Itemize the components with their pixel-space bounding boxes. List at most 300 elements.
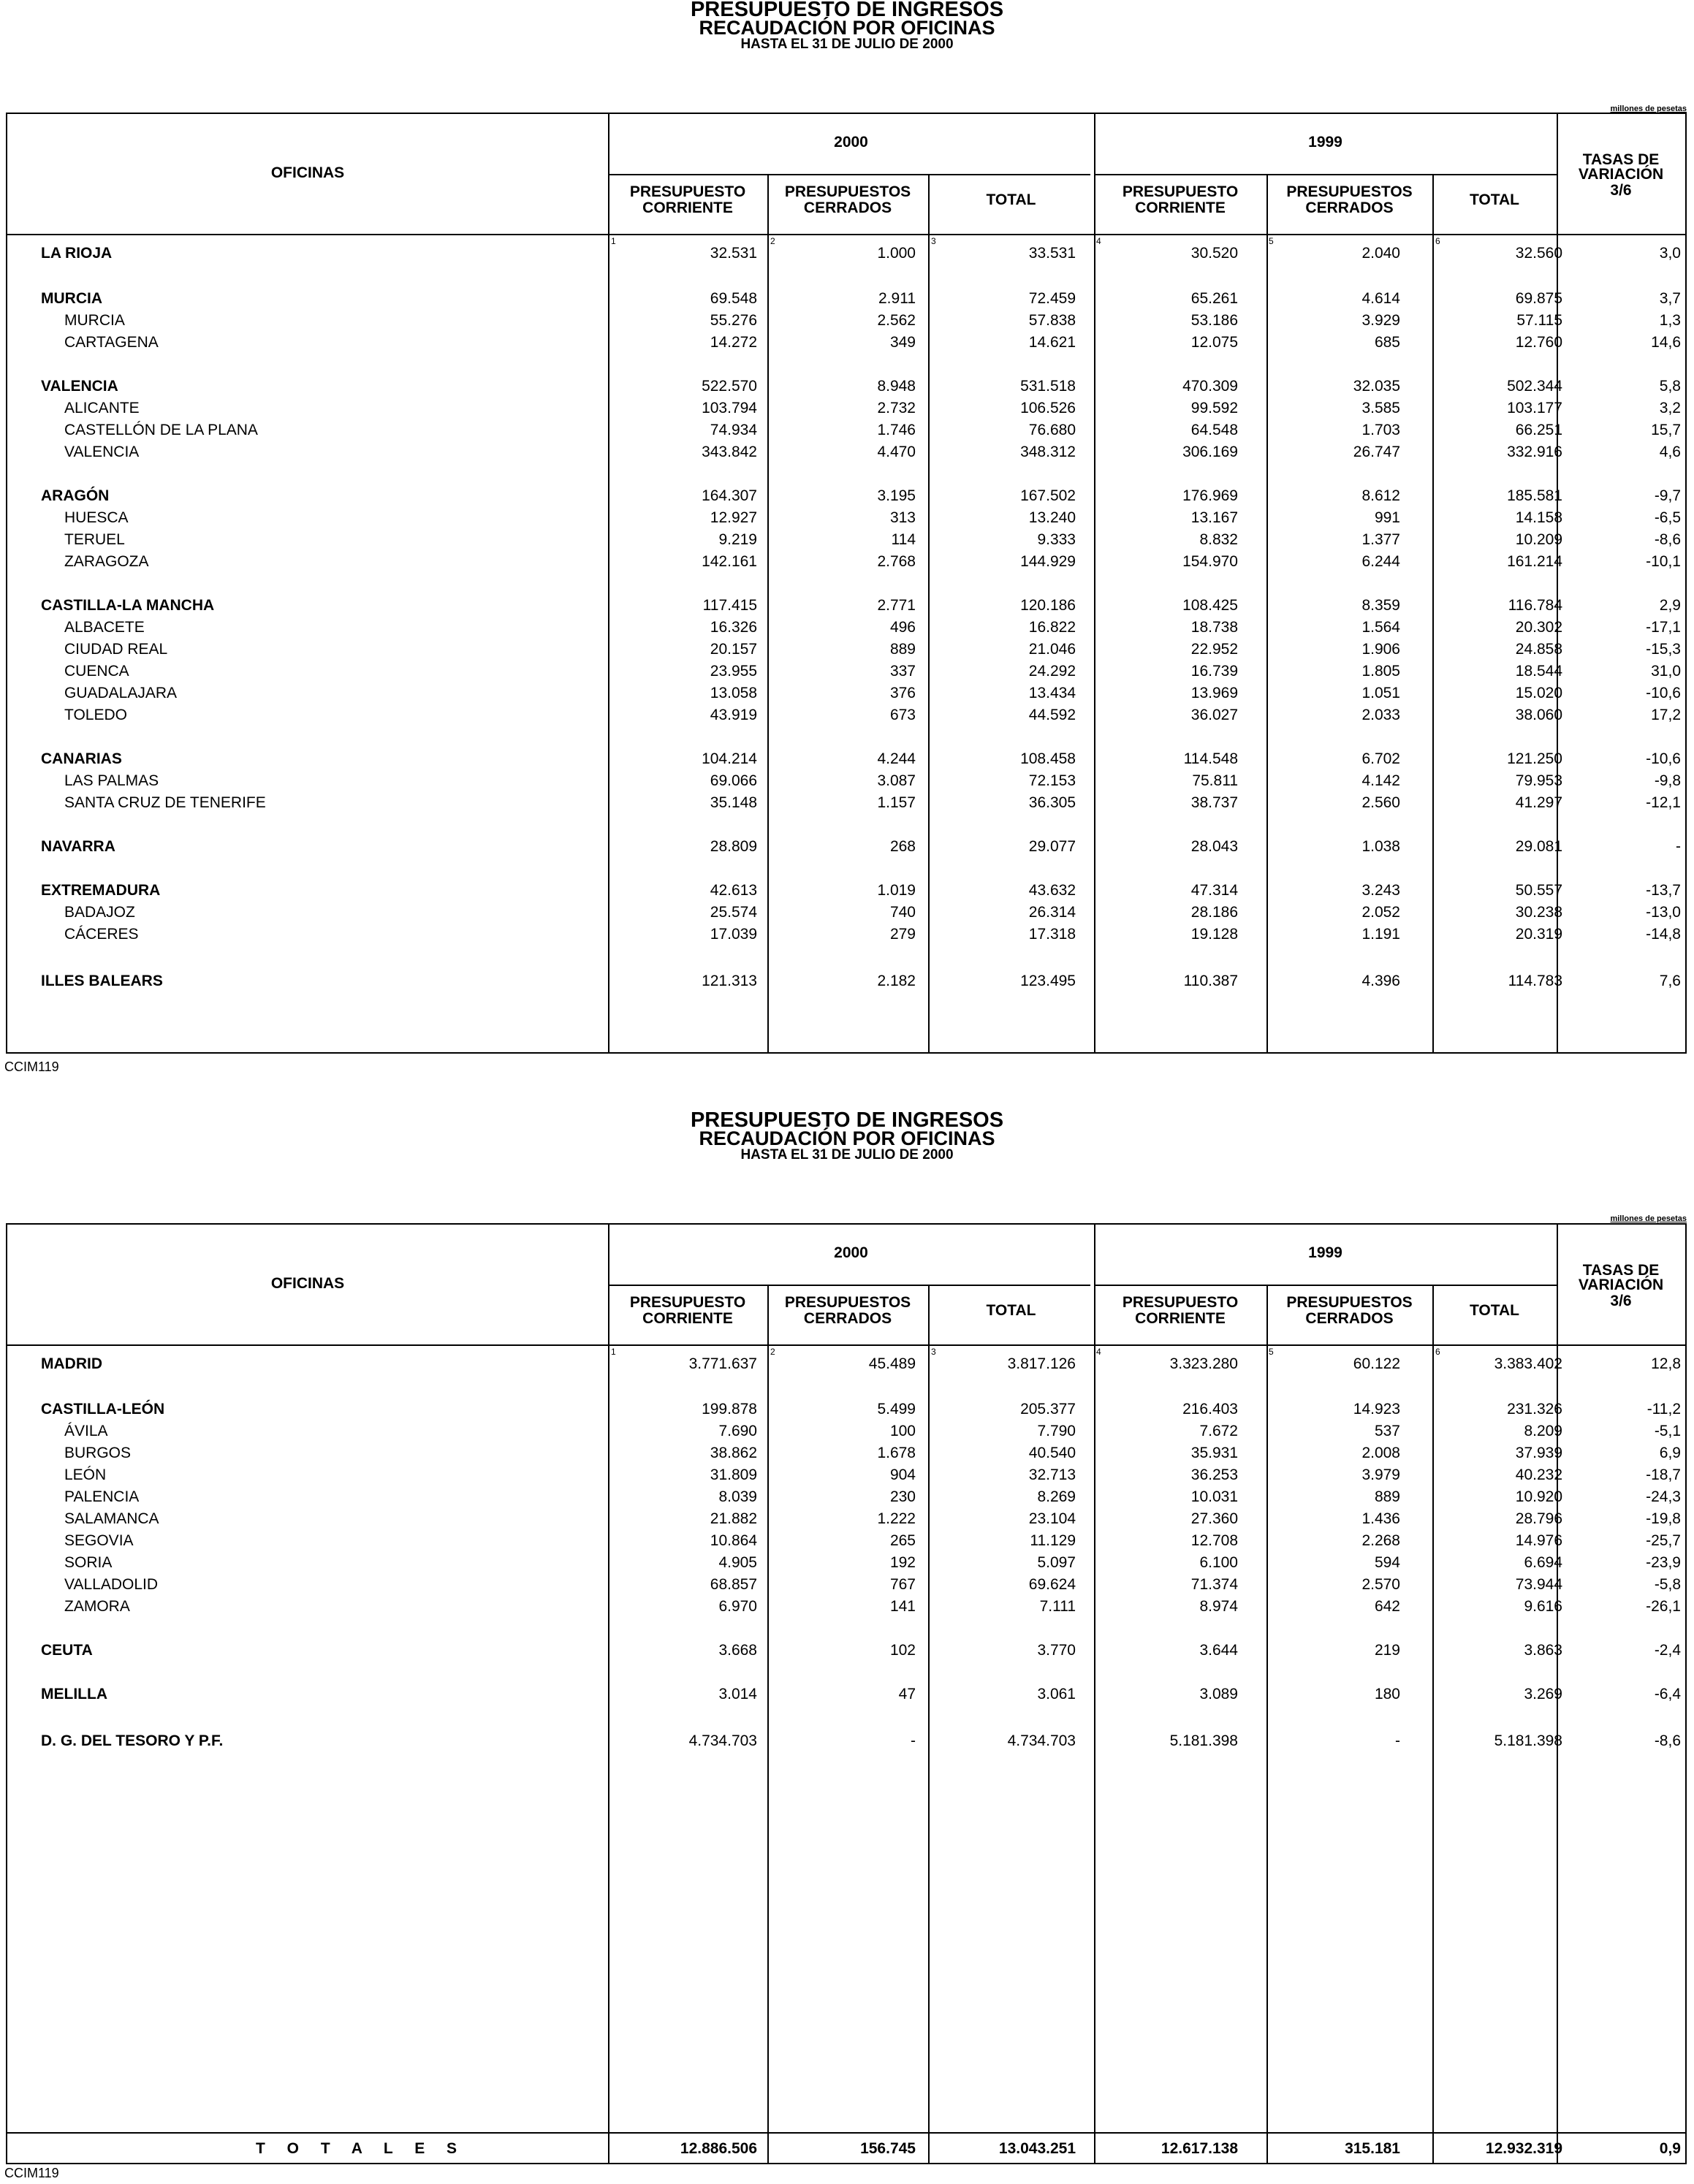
cell-value: 5.097 <box>1037 1554 1076 1571</box>
column-index: 6 <box>1435 1347 1440 1357</box>
cell-value: 889 <box>889 641 916 658</box>
cell-value: 43.632 <box>1028 882 1076 899</box>
year-group-divider <box>608 174 1090 175</box>
cell-value: 3.863 <box>1524 1642 1562 1659</box>
row-label: SALAMANCA <box>64 1510 159 1527</box>
cell-value: 14.621 <box>1028 334 1076 351</box>
cell-value: 2.771 <box>877 597 916 614</box>
row-label: SANTA CRUZ DE TENERIFE <box>64 794 266 811</box>
cell-value: 1.377 <box>1361 531 1400 548</box>
cell-value: 3.929 <box>1361 312 1400 329</box>
cell-value: 42.613 <box>710 882 757 899</box>
cell-value: 1.564 <box>1361 619 1400 636</box>
header-presupuestos-cerrados: PRESUPUESTOS <box>784 183 911 200</box>
cell-value: 3.817.126 <box>1007 1355 1076 1372</box>
cell-value: 3.195 <box>877 487 916 504</box>
cell-value: 38.060 <box>1515 707 1562 723</box>
cell-value: 685 <box>1374 334 1400 351</box>
cell-value: 230 <box>889 1488 916 1505</box>
cell-value: 2.033 <box>1361 707 1400 723</box>
cell-value: -13,7 <box>1646 882 1681 899</box>
units-note: millones de pesetas <box>1610 104 1687 113</box>
table-row <box>7 595 1685 617</box>
cell-value: 8.612 <box>1361 487 1400 504</box>
cell-value: 332.916 <box>1507 444 1562 460</box>
table-row <box>7 902 1685 924</box>
cell-value: 889 <box>1374 1488 1400 1505</box>
table-row <box>7 836 1685 858</box>
row-label: CÁCERES <box>64 926 139 943</box>
cell-value: 3.014 <box>718 1686 757 1702</box>
row-label: BURGOS <box>64 1445 132 1461</box>
header-tasas: TASAS DE <box>1582 151 1660 168</box>
cell-value: 3.323.280 <box>1169 1355 1238 1372</box>
header-tasas: VARIACIÓN <box>1578 166 1664 183</box>
cell-value: 522.570 <box>702 378 757 395</box>
cell-value: 164.307 <box>702 487 757 504</box>
cell-value: 2.768 <box>877 553 916 570</box>
header-presupuesto-corriente: PRESUPUESTO <box>1122 1294 1239 1311</box>
footer-code: CCIM119 <box>4 2166 59 2180</box>
cell-value: 16.739 <box>1190 663 1238 680</box>
cell-value: -5,1 <box>1654 1423 1681 1439</box>
cell-value: 1.906 <box>1361 641 1400 658</box>
header-divider <box>7 234 1685 235</box>
cell-value: 2.052 <box>1361 904 1400 921</box>
page-title: PRESUPUESTO DE INGRESOS <box>690 1108 1004 1132</box>
cell-value: 4.734.703 <box>688 1732 757 1749</box>
cell-value: 313 <box>889 509 916 526</box>
cell-value: 79.953 <box>1515 772 1562 789</box>
cell-value: 2.040 <box>1361 245 1400 262</box>
cell-value: 740 <box>889 904 916 921</box>
header-total: TOTAL <box>1469 1302 1520 1319</box>
cell-value: 4.470 <box>877 444 916 460</box>
cell-value: 114.783 <box>1508 973 1562 989</box>
column-index: 5 <box>1269 1347 1274 1357</box>
header-presupuestos-cerrados: CERRADOS <box>1305 1310 1394 1327</box>
year-group-divider <box>1094 174 1558 175</box>
cell-value: 10.209 <box>1515 531 1562 548</box>
cell-value: 36.305 <box>1028 794 1076 811</box>
row-label: CASTILLA-LEÓN <box>41 1401 165 1418</box>
row-label: ALICANTE <box>64 400 140 416</box>
cell-value: 103.794 <box>702 400 757 416</box>
table-row <box>7 770 1685 792</box>
cell-value: 144.929 <box>1020 553 1076 570</box>
row-label: ARAGÓN <box>41 487 110 504</box>
cell-value: 8.948 <box>877 378 916 395</box>
cell-value: 5.181.398 <box>1494 1732 1562 1749</box>
row-label: TOLEDO <box>64 707 127 723</box>
cell-value: 673 <box>889 707 916 723</box>
data-table <box>6 113 1687 1054</box>
cell-value: 496 <box>889 619 916 636</box>
cell-value: 32.713 <box>1028 1466 1076 1483</box>
cell-value: 13.043.251 <box>998 2140 1076 2157</box>
header-presupuestos-cerrados: PRESUPUESTOS <box>1286 183 1413 200</box>
row-label: CIUDAD REAL <box>64 641 168 658</box>
cell-value: 40.232 <box>1515 1466 1562 1483</box>
cell-value: 3.585 <box>1361 400 1400 416</box>
cell-value: 11.129 <box>1030 1532 1076 1549</box>
cell-value: 3.089 <box>1199 1686 1238 1702</box>
cell-value: -24,3 <box>1646 1488 1681 1505</box>
cell-value: 3,2 <box>1659 400 1681 416</box>
cell-value: 1.038 <box>1361 838 1400 855</box>
row-label: ZARAGOZA <box>64 553 149 570</box>
cell-value: 38.862 <box>710 1445 757 1461</box>
cell-value: 21.046 <box>1028 641 1076 658</box>
cell-value: 376 <box>889 685 916 701</box>
cell-value: 35.148 <box>710 794 757 811</box>
cell-value: 6.970 <box>718 1598 757 1615</box>
table-row <box>7 551 1685 573</box>
header-tasas: TASAS DE <box>1582 1262 1660 1279</box>
cell-value: 110.387 <box>1183 973 1238 989</box>
cell-value: 12.708 <box>1190 1532 1238 1549</box>
cell-value: 25.574 <box>710 904 757 921</box>
cell-value: 30.520 <box>1190 245 1238 262</box>
table-row <box>7 1730 1685 1752</box>
cell-value: 74.934 <box>710 422 757 438</box>
header-presupuestos-cerrados: CERRADOS <box>803 1310 892 1327</box>
cell-value: 991 <box>1374 509 1400 526</box>
totals-divider <box>7 2132 1685 2134</box>
cell-value: 219 <box>1374 1642 1400 1659</box>
cell-value: 73.944 <box>1515 1576 1562 1593</box>
cell-value: 1.746 <box>877 422 916 438</box>
cell-value: 120.186 <box>1020 597 1076 614</box>
cell-value: 19.128 <box>1190 926 1238 943</box>
cell-value: 50.557 <box>1515 882 1562 899</box>
header-year-2000: 2000 <box>834 134 868 151</box>
table-row <box>7 507 1685 529</box>
cell-value: 69.548 <box>710 290 757 307</box>
cell-value: 13.434 <box>1028 685 1076 701</box>
cell-value: 9.616 <box>1524 1598 1562 1615</box>
cell-value: 8.832 <box>1199 531 1238 548</box>
cell-value: 121.313 <box>702 973 757 989</box>
cell-value: 44.592 <box>1028 707 1076 723</box>
cell-value: -6,4 <box>1654 1686 1681 1702</box>
footer-code: CCIM119 <box>4 1059 59 1074</box>
table-row <box>7 310 1685 332</box>
cell-value: 17.318 <box>1028 926 1076 943</box>
table-row <box>7 1552 1685 1574</box>
cell-value: 24.858 <box>1515 641 1562 658</box>
cell-value: -10,1 <box>1646 553 1681 570</box>
cell-value: 5.499 <box>877 1401 916 1418</box>
header-presupuesto-corriente: CORRIENTE <box>1135 1310 1226 1327</box>
cell-value: 69.624 <box>1028 1576 1076 1593</box>
cell-value: 14.272 <box>710 334 757 351</box>
header-oficinas: OFICINAS <box>270 1275 345 1292</box>
cell-value: 7.111 <box>1039 1598 1076 1615</box>
cell-value: 167.502 <box>1020 487 1076 504</box>
cell-value: 108.425 <box>1182 597 1238 614</box>
table-row <box>7 1420 1685 1442</box>
cell-value: 20.157 <box>710 641 757 658</box>
cell-value: 199.878 <box>702 1401 757 1418</box>
header-presupuestos-cerrados: PRESUPUESTOS <box>1286 1294 1413 1311</box>
cell-value: 36.027 <box>1190 707 1238 723</box>
row-label: VALLADOLID <box>64 1576 158 1593</box>
cell-value: 1.678 <box>877 1445 916 1461</box>
title-block <box>0 1108 1694 1163</box>
row-label: MURCIA <box>41 290 102 307</box>
table-row <box>7 639 1685 661</box>
table-row <box>7 1464 1685 1486</box>
cell-value: 60.122 <box>1353 1355 1400 1372</box>
cell-value: 14.158 <box>1515 509 1562 526</box>
totals-row <box>7 2138 1685 2160</box>
cell-value: 123.495 <box>1020 973 1076 989</box>
cell-value: 43.919 <box>710 707 757 723</box>
cell-value: 1.805 <box>1361 663 1400 680</box>
row-label: BADAJOZ <box>64 904 135 921</box>
cell-value: 8.269 <box>1037 1488 1076 1505</box>
cell-value: 12.932.319 <box>1485 2140 1562 2157</box>
row-label: ÁVILA <box>64 1423 108 1439</box>
cell-value: -12,1 <box>1646 794 1681 811</box>
cell-value: 904 <box>889 1466 916 1483</box>
table-row <box>7 1486 1685 1508</box>
table-row <box>7 704 1685 726</box>
cell-value: 348.312 <box>1020 444 1076 460</box>
cell-value: 31.809 <box>710 1466 757 1483</box>
cell-value: 20.319 <box>1515 926 1562 943</box>
row-label: LEÓN <box>64 1466 107 1483</box>
cell-value: 10.920 <box>1515 1488 1562 1505</box>
cell-value: 0,9 <box>1659 2140 1681 2157</box>
cell-value: 1.000 <box>877 245 916 262</box>
cell-value: 3.087 <box>877 772 916 789</box>
cell-value: -18,7 <box>1646 1466 1681 1483</box>
cell-value: 12.760 <box>1515 334 1562 351</box>
cell-value: 2.562 <box>877 312 916 329</box>
cell-value: 343.842 <box>702 444 757 460</box>
cell-value: 8.039 <box>718 1488 757 1505</box>
cell-value: 2.732 <box>877 400 916 416</box>
cell-value: 18.544 <box>1515 663 1562 680</box>
year-group-divider <box>608 1285 1090 1286</box>
cell-value: -5,8 <box>1654 1576 1681 1593</box>
page-2 <box>0 1089 1694 2184</box>
cell-value: 470.309 <box>1182 378 1238 395</box>
cell-value: 12.886.506 <box>680 2140 757 2157</box>
cell-value: 642 <box>1374 1598 1400 1615</box>
cell-value: 13.240 <box>1028 509 1076 526</box>
cell-value: 12,8 <box>1651 1355 1681 1372</box>
cell-value: - <box>1676 838 1681 855</box>
cell-value: -14,8 <box>1646 926 1681 943</box>
table-row <box>7 1640 1685 1662</box>
cell-value: 6.100 <box>1199 1554 1238 1571</box>
header-presupuesto-corriente: CORRIENTE <box>1135 199 1226 216</box>
row-label: ILLES BALEARS <box>41 973 163 989</box>
cell-value: 1.019 <box>877 882 916 899</box>
cell-value: 66.251 <box>1515 422 1562 438</box>
row-label: VALENCIA <box>64 444 140 460</box>
row-label: VALENCIA <box>41 378 118 395</box>
row-label: ALBACETE <box>64 619 145 636</box>
cell-value: 26.314 <box>1028 904 1076 921</box>
cell-value: 36.253 <box>1190 1466 1238 1483</box>
cell-value: - <box>1395 1732 1400 1749</box>
cell-value: -13,0 <box>1646 904 1681 921</box>
table-row <box>7 880 1685 902</box>
cell-value: 38.737 <box>1190 794 1238 811</box>
cell-value: 23.955 <box>710 663 757 680</box>
header-tasas: VARIACIÓN <box>1578 1276 1664 1293</box>
cell-value: 9.333 <box>1037 531 1076 548</box>
cell-value: -8,6 <box>1654 531 1681 548</box>
cell-value: 41.297 <box>1515 794 1562 811</box>
cell-value: 306.169 <box>1182 444 1238 460</box>
cell-value: 14.976 <box>1515 1532 1562 1549</box>
cell-value: 121.250 <box>1507 750 1562 767</box>
table-row <box>7 1399 1685 1420</box>
cell-value: 4.142 <box>1361 772 1400 789</box>
cell-value: 7,6 <box>1659 973 1681 989</box>
header-year-2000: 2000 <box>834 1244 868 1261</box>
cell-value: 31,0 <box>1651 663 1681 680</box>
cell-value: 537 <box>1374 1423 1400 1439</box>
cell-value: 231.326 <box>1507 1401 1562 1418</box>
cell-value: 13.058 <box>710 685 757 701</box>
cell-value: 45.489 <box>868 1355 916 1372</box>
cell-value: -6,5 <box>1654 509 1681 526</box>
cell-value: -9,7 <box>1654 487 1681 504</box>
cell-value: 23.104 <box>1028 1510 1076 1527</box>
cell-value: 3.061 <box>1037 1686 1076 1702</box>
cell-value: 2.911 <box>878 290 916 307</box>
cell-value: 141 <box>889 1598 916 1615</box>
cell-value: 29.081 <box>1515 838 1562 855</box>
table-row <box>7 529 1685 551</box>
page-date: HASTA EL 31 DE JULIO DE 2000 <box>740 37 954 52</box>
table-row <box>7 441 1685 463</box>
cell-value: 349 <box>889 334 916 351</box>
cell-value: 14,6 <box>1651 334 1681 351</box>
cell-value: 20.302 <box>1515 619 1562 636</box>
cell-value: 64.548 <box>1190 422 1238 438</box>
row-label: CASTELLÓN DE LA PLANA <box>64 422 258 438</box>
column-index: 4 <box>1096 1347 1101 1357</box>
header-tasas: 3/6 <box>1610 182 1632 199</box>
cell-value: 117.415 <box>702 597 757 614</box>
cell-value: 12.617.138 <box>1161 2140 1238 2157</box>
cell-value: 1.191 <box>1361 926 1400 943</box>
cell-value: 35.931 <box>1190 1445 1238 1461</box>
row-label: TERUEL <box>64 531 125 548</box>
cell-value: 75.811 <box>1192 772 1238 789</box>
cell-value: 100 <box>889 1423 916 1439</box>
cell-value: 13.167 <box>1190 509 1238 526</box>
row-label: SEGOVIA <box>64 1532 134 1549</box>
cell-value: 3.771.637 <box>688 1355 757 1372</box>
cell-value: 29.077 <box>1028 838 1076 855</box>
cell-value: -2,4 <box>1654 1642 1681 1659</box>
cell-value: 18.738 <box>1190 619 1238 636</box>
cell-value: 13.969 <box>1190 685 1238 701</box>
cell-value: 47.314 <box>1190 882 1238 899</box>
cell-value: 40.540 <box>1028 1445 1076 1461</box>
cell-value: 180 <box>1374 1686 1400 1702</box>
cell-value: 28.796 <box>1515 1510 1562 1527</box>
column-index: 2 <box>770 1347 775 1357</box>
cell-value: 268 <box>889 838 916 855</box>
table-row <box>7 1596 1685 1618</box>
cell-value: 76.680 <box>1028 422 1076 438</box>
cell-value: 216.403 <box>1182 1401 1238 1418</box>
row-label: CARTAGENA <box>64 334 159 351</box>
cell-value: 3,0 <box>1659 245 1681 262</box>
cell-value: 12.075 <box>1190 334 1238 351</box>
data-table <box>6 1223 1687 2164</box>
column-index: 2 <box>770 236 775 246</box>
cell-value: -17,1 <box>1646 619 1681 636</box>
row-label: PALENCIA <box>64 1488 140 1505</box>
table-row <box>7 419 1685 441</box>
cell-value: 4.244 <box>877 750 916 767</box>
header-year-1999: 1999 <box>1308 134 1342 151</box>
cell-value: -10,6 <box>1646 685 1681 701</box>
header-divider <box>7 1344 1685 1346</box>
table-row <box>7 617 1685 639</box>
cell-value: 71.374 <box>1190 1576 1238 1593</box>
cell-value: 6.694 <box>1524 1554 1562 1571</box>
row-label: HUESCA <box>64 509 129 526</box>
cell-value: 16.326 <box>710 619 757 636</box>
cell-value: 106.526 <box>1020 400 1076 416</box>
table-row <box>7 288 1685 310</box>
cell-value: 142.161 <box>702 553 757 570</box>
column-index: 1 <box>611 236 616 246</box>
header-presupuesto-corriente: CORRIENTE <box>642 1310 733 1327</box>
cell-value: 10.864 <box>710 1532 757 1549</box>
cell-value: 57.838 <box>1028 312 1076 329</box>
column-index: 5 <box>1269 236 1274 246</box>
page-date: HASTA EL 31 DE JULIO DE 2000 <box>740 1147 954 1163</box>
cell-value: 68.857 <box>710 1576 757 1593</box>
cell-value: 2.182 <box>877 973 916 989</box>
cell-value: 337 <box>889 663 916 680</box>
cell-value: 32.531 <box>710 245 757 262</box>
cell-value: 12.927 <box>710 509 757 526</box>
table-row <box>7 1442 1685 1464</box>
cell-value: 65.261 <box>1190 290 1238 307</box>
cell-value: -11,2 <box>1646 1401 1681 1418</box>
header-presupuesto-corriente: PRESUPUESTO <box>1122 183 1239 200</box>
cell-value: 767 <box>889 1576 916 1593</box>
header-tasas: 3/6 <box>1610 1293 1632 1309</box>
row-label: NAVARRA <box>41 838 115 855</box>
page-subtitle: RECAUDACIÓN POR OFICINAS <box>699 17 995 39</box>
cell-value: 28.043 <box>1190 838 1238 855</box>
cell-value: 176.969 <box>1182 487 1238 504</box>
row-label: CEUTA <box>41 1642 93 1659</box>
cell-value: 28.186 <box>1190 904 1238 921</box>
column-index: 4 <box>1096 236 1101 246</box>
cell-value: -15,3 <box>1646 641 1681 658</box>
cell-value: 265 <box>889 1532 916 1549</box>
cell-value: 279 <box>889 926 916 943</box>
cell-value: 7.672 <box>1199 1423 1238 1439</box>
cell-value: 185.581 <box>1507 487 1562 504</box>
cell-value: -9,8 <box>1654 772 1681 789</box>
